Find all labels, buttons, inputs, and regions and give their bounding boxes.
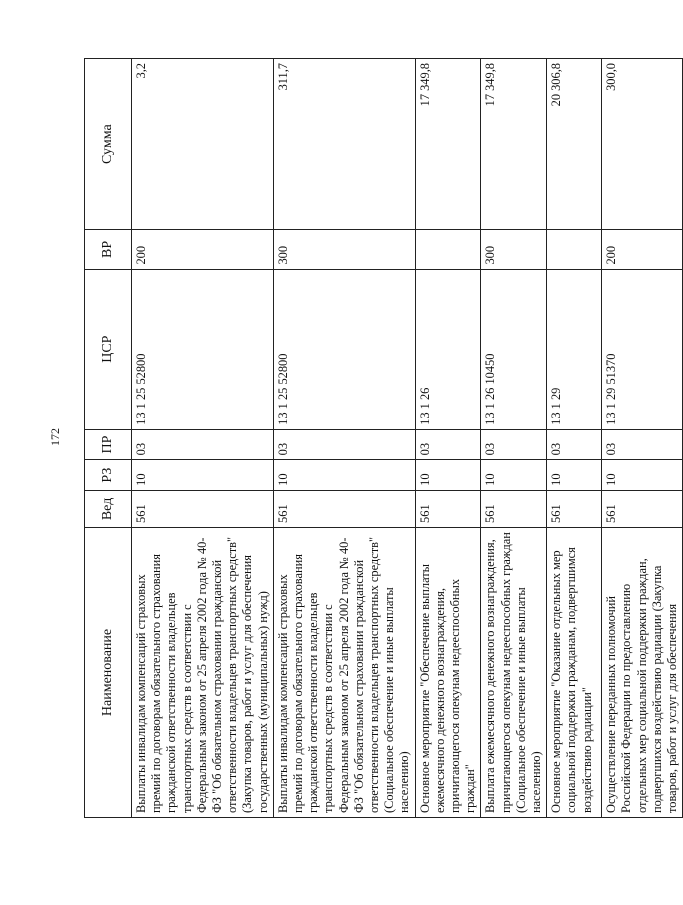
cell-csr: 13 1 29	[547, 269, 602, 429]
budget-table-rotated-container	[84, 58, 680, 818]
cell-csr: 13 1 25 52800	[132, 269, 274, 429]
budget-table	[84, 58, 683, 818]
cell-vr: 300	[481, 230, 547, 269]
cell-rz: 10	[132, 460, 274, 491]
table-row	[481, 59, 547, 818]
cell-csr: 13 1 25 52800	[273, 269, 415, 429]
cell-vr: 200	[132, 230, 274, 269]
table-row	[273, 59, 415, 818]
cell-csr: 13 1 29 51370	[602, 269, 683, 429]
header-pr: ПР	[85, 429, 132, 460]
cell-ved: 561	[415, 490, 481, 527]
cell-name: Основное мероприятие "Обеспечение выплаты ежемесячного денежного вознаграждения, причитающегося опекунам недееспособных граждан"	[415, 527, 481, 817]
cell-ved: 561	[547, 490, 602, 527]
cell-pr: 03	[547, 429, 602, 460]
cell-vr: 300	[273, 230, 415, 269]
cell-vr	[547, 230, 602, 269]
cell-name: Выплата ежемесячного денежного вознаграждения, причитающегося опекунам недееспособных граждан (Социальное обеспечение и иные выплаты населению)	[481, 527, 547, 817]
header-name: Наименование	[85, 527, 132, 817]
header-csr: ЦСР	[85, 269, 132, 429]
cell-rz: 10	[481, 460, 547, 491]
cell-vr: 200	[602, 230, 683, 269]
cell-name: Выплаты инвалидам компенсаций страховых премий по договорам обязательного страхования гражданской ответственности владельцев транспортных средств в соответствии с Федеральным законом от 25 апреля 2002 года № 40-ФЗ "Об обязательном страховании гражданской ответственности владельцев транспортных средств" (Социальное обеспечение и иные выплаты населению)	[273, 527, 415, 817]
cell-ved: 561	[481, 490, 547, 527]
table-row	[547, 59, 602, 818]
cell-pr: 03	[132, 429, 274, 460]
cell-pr: 03	[602, 429, 683, 460]
cell-sum: 300,0	[602, 59, 683, 230]
cell-rz: 10	[273, 460, 415, 491]
header-rz: РЗ	[85, 460, 132, 491]
cell-pr: 03	[273, 429, 415, 460]
cell-pr: 03	[415, 429, 481, 460]
cell-pr: 03	[481, 429, 547, 460]
table-row	[132, 59, 274, 818]
table-header-row	[85, 59, 132, 818]
cell-rz: 10	[602, 460, 683, 491]
cell-csr: 13 1 26	[415, 269, 481, 429]
cell-ved: 561	[602, 490, 683, 527]
cell-ved: 561	[273, 490, 415, 527]
page-number: 172	[48, 428, 62, 446]
cell-sum: 311,7	[273, 59, 415, 230]
cell-sum: 20 306,8	[547, 59, 602, 230]
cell-rz: 10	[547, 460, 602, 491]
cell-sum: 17 349,8	[415, 59, 481, 230]
cell-vr	[415, 230, 481, 269]
cell-ved: 561	[132, 490, 274, 527]
cell-name: Выплаты инвалидам компенсаций страховых премий по договорам обязательного страхования гражданской ответственности владельцев транспортных средств в соответствии с Федеральным законом от 25 апреля 2002 года № 40-ФЗ "Об обязательном страховании гражданской ответственности владельцев транспортных средств" (Закупка товаров, работ и услуг для обеспечения государственных (муниципальных) нужд)	[132, 527, 274, 817]
cell-name: Основное мероприятие "Оказание отдельных мер социальной поддержки гражданам, подвергшимся воздействию радиации"	[547, 527, 602, 817]
cell-sum: 3,2	[132, 59, 274, 230]
cell-sum: 17 349,8	[481, 59, 547, 230]
cell-name: Осуществление переданных полномочий Российской Федерации по предоставлению отдельных мер социальной поддержки граждан, подвергшихся воздействию радиации (Закупка товаров, работ и услуг для обеспечения	[602, 527, 683, 817]
header-sum: Сумма	[85, 59, 132, 230]
header-ved: Вед	[85, 490, 132, 527]
table-row	[415, 59, 481, 818]
cell-csr: 13 1 26 10450	[481, 269, 547, 429]
cell-rz: 10	[415, 460, 481, 491]
table-row	[602, 59, 683, 818]
header-vr: ВР	[85, 230, 132, 269]
